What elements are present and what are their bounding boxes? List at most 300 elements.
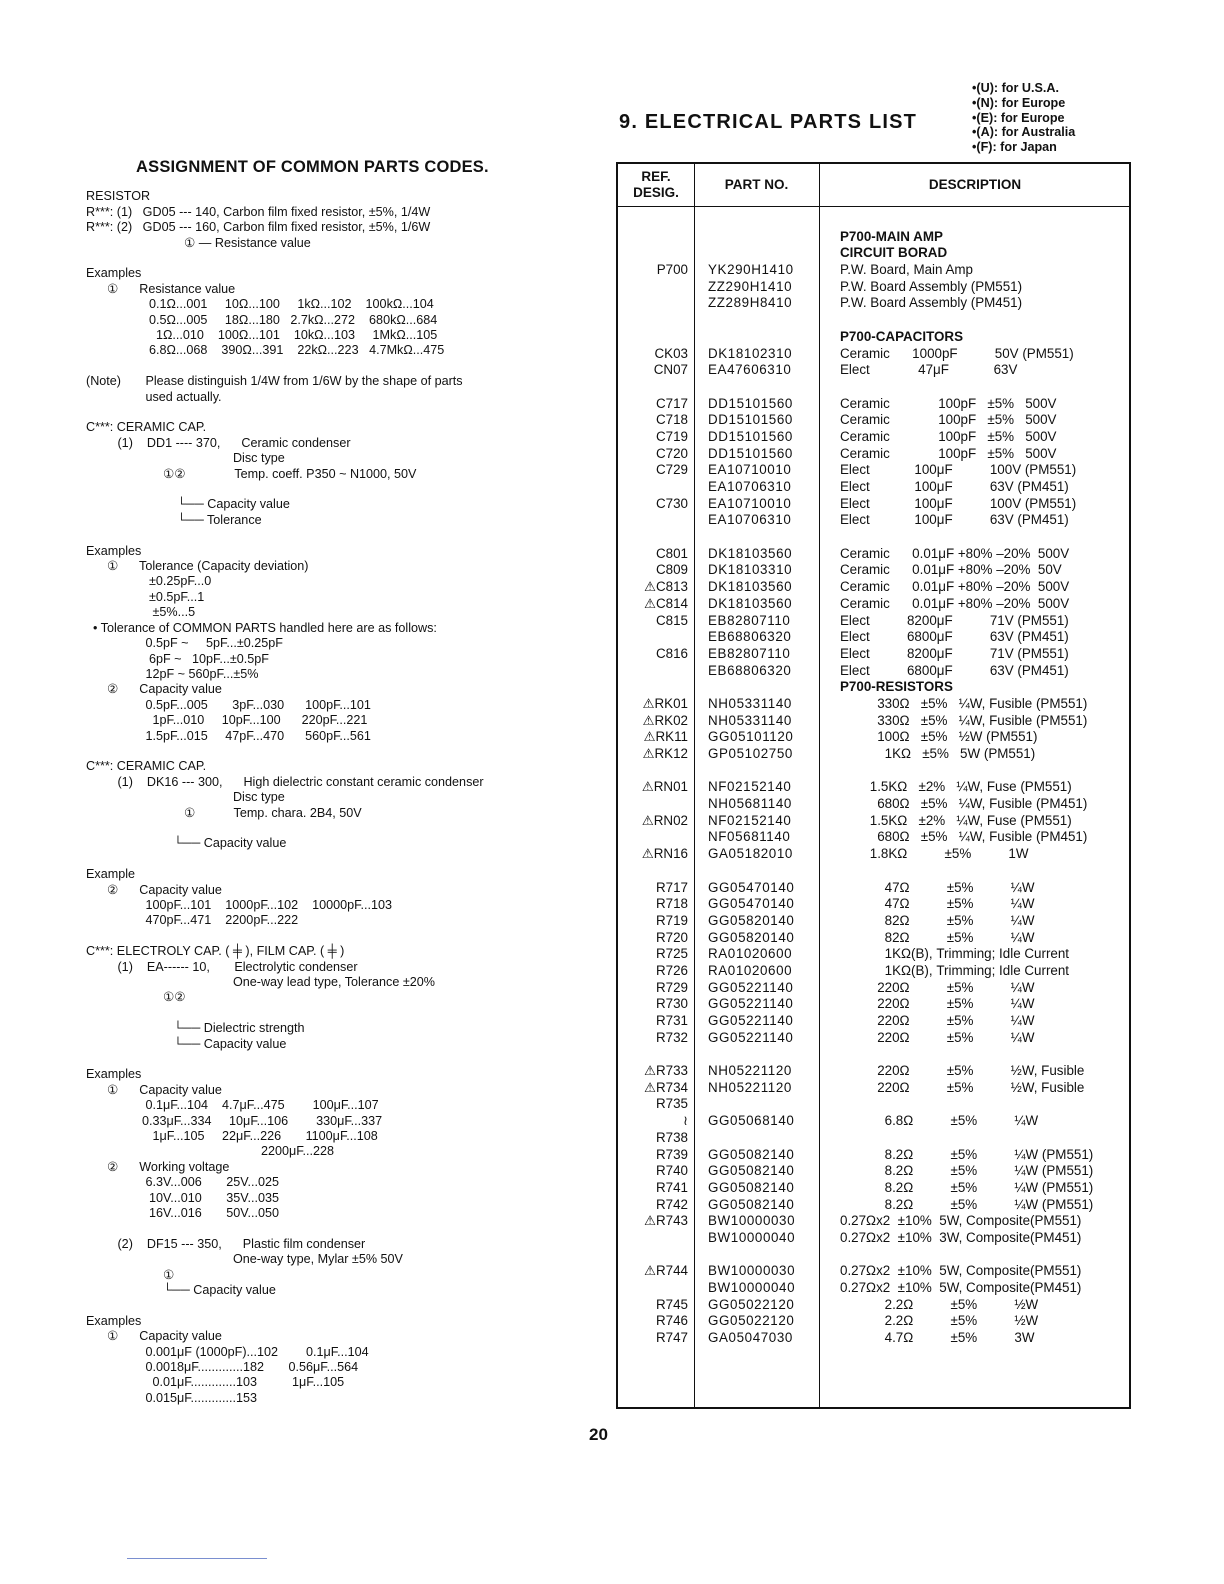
part-number-cell: DK18103560	[708, 595, 793, 611]
ref-cell: R730	[655, 996, 688, 1012]
legend-item: •(A): for Australia	[972, 125, 1076, 140]
part-number-cell: GG05082140	[708, 1163, 795, 1179]
ref-cell	[618, 679, 688, 696]
ref-cell	[618, 379, 688, 396]
description-cell	[840, 312, 1132, 329]
group-heading-cell: P700-MAIN AMP	[840, 228, 943, 244]
ref-cell	[618, 1247, 688, 1264]
code-line	[86, 251, 586, 266]
header-part-no: PART NO.	[724, 177, 789, 192]
ref-cell: R747	[655, 1330, 688, 1346]
ref-cell: C729	[655, 462, 688, 478]
code-line: ①	[86, 1267, 175, 1282]
description-cell: 1.5KΩ ±2% ¼W, Fuse (PM551)	[840, 779, 1072, 795]
code-line: 10V...010 35V...035	[86, 1190, 279, 1205]
header-divider	[618, 206, 1129, 207]
ref-cell: R717	[655, 879, 688, 895]
description-cell: 47Ω ±5% ¼W	[840, 896, 1035, 912]
legend-item: •(F): for Japan	[972, 140, 1057, 155]
part-number-cell	[708, 679, 818, 696]
part-number-cell	[708, 1247, 818, 1264]
code-line: 2200μF...228	[86, 1144, 335, 1159]
code-line: ① Capacity value	[86, 1329, 222, 1344]
code-line: 1Ω...010 100Ω...101 10kΩ...103 1MkΩ...105	[86, 328, 438, 343]
code-line: └── Tolerance	[86, 512, 262, 527]
code-line: C***: CERAMIC CAP.	[86, 759, 207, 774]
part-number-cell: NH05221120	[708, 1079, 792, 1095]
part-number-cell	[708, 863, 818, 880]
part-number-cell: GG05470140	[708, 879, 795, 895]
description-cell: 1.8KΩ ±5% 1W	[840, 846, 1029, 862]
legend-item: •(E): for Europe	[972, 110, 1065, 125]
description-cell: 0.27Ωx2 ±10% 5W, Composite(PM451)	[840, 1280, 1082, 1295]
description-cell: 220Ω ±5% ½W, Fusible	[840, 1079, 1085, 1095]
section-heading: ASSIGNMENT OF COMMON PARTS CODES.	[136, 158, 489, 176]
description-cell: Ceramic 0.01μF +80% –20% 500V	[840, 545, 1070, 561]
ref-cell: ⚠RK11	[643, 729, 688, 745]
code-line: 0.015μF.............153	[86, 1390, 258, 1405]
code-line: ① Temp. chara. 2B4, 50V	[86, 805, 362, 820]
description-cell	[840, 1096, 1132, 1113]
description-cell: Elect 100μF 100V (PM551)	[840, 495, 1077, 511]
description-cell: 8.2Ω ±5% ¼W (PM551)	[840, 1196, 1094, 1212]
ref-cell: C815	[655, 612, 688, 628]
code-line: ① Capacity value	[86, 1082, 222, 1097]
ref-cell: C801	[655, 545, 688, 561]
ref-cell: R729	[655, 979, 688, 995]
code-line: 6pF ~ 10pF...±0.5pF	[86, 651, 269, 666]
part-number-cell	[708, 1130, 818, 1147]
part-number-cell: RA01020600	[708, 962, 793, 978]
code-line: ② Capacity value	[86, 882, 222, 897]
part-number-cell: GP05102750	[708, 746, 793, 761]
description-column	[840, 212, 1132, 1347]
code-line: 0.5pF ~ 5pF...±0.25pF	[86, 636, 283, 651]
code-line	[86, 744, 586, 759]
description-cell: 1KΩ(B), Trimming; Idle Current	[840, 962, 1070, 978]
part-number-cell	[708, 212, 818, 229]
part-number-cell: GG05470140	[708, 896, 795, 912]
ref-cell	[618, 1280, 688, 1297]
ref-cell: C719	[655, 428, 688, 444]
ref-cell: R739	[655, 1146, 688, 1162]
part-number-cell	[708, 379, 818, 396]
ref-cell: R738	[655, 1129, 688, 1145]
part-number-cell	[708, 312, 818, 329]
code-line: Disc type	[86, 790, 285, 805]
description-cell: 8.2Ω ±5% ¼W (PM551)	[840, 1146, 1094, 1162]
code-line: C***: CERAMIC CAP.	[86, 420, 207, 435]
code-line: (Note) Please distinguish 1/4W from 1/6W by the shape of parts	[86, 374, 463, 389]
ref-cell: ⚠RK02	[642, 712, 688, 728]
ref-cell: R745	[655, 1296, 688, 1312]
code-line	[86, 405, 586, 420]
part-number-cell: EA10710010	[708, 495, 792, 511]
ref-cell	[618, 1230, 688, 1247]
part-number-cell: YK290H1410	[708, 262, 794, 278]
description-cell: Elect 100μF 63V (PM451)	[840, 479, 1069, 494]
code-line: ±0.5pF...1	[86, 589, 205, 604]
part-number-cell	[708, 1046, 818, 1063]
part-number-cell: BW10000030	[708, 1263, 796, 1279]
footer-rule	[127, 1558, 267, 1559]
ref-cell: ⚠RN02	[641, 812, 688, 828]
code-line: 6.3V...006 25V...025	[86, 1175, 279, 1190]
code-line	[86, 528, 586, 543]
ref-cell	[618, 479, 688, 496]
ref-cell: ⚠RK12	[642, 746, 688, 761]
code-line: 0.1Ω...001 10Ω...100 1kΩ...102 100kΩ...104	[86, 297, 434, 312]
description-cell: 100Ω ±5% ½W (PM551)	[840, 729, 1038, 745]
code-line	[86, 1221, 586, 1236]
part-number-cell: GG05082140	[708, 1179, 795, 1195]
code-line: ①② Temp. coeff. P350 ~ N1000, 50V	[86, 466, 417, 481]
code-line: (1) EA------ 10, Electrolytic condenser	[86, 959, 358, 974]
description-cell: P.W. Board, Main Amp	[840, 262, 973, 278]
part-number-cell: EA10710010	[708, 462, 792, 478]
description-cell: 680Ω ±5% ¼W, Fusible (PM451)	[840, 796, 1088, 812]
ref-cell	[618, 212, 688, 229]
description-cell: 47Ω ±5% ¼W	[840, 879, 1035, 895]
code-line: R***: (2) GD05 --- 160, Carbon film fixed resistor, ±5%, 1/6W	[86, 220, 431, 235]
ref-cell	[618, 1046, 688, 1063]
code-line	[86, 821, 586, 836]
ref-cell	[618, 279, 688, 296]
ref-cell	[618, 229, 688, 246]
part-number-cell: GG05082140	[708, 1146, 795, 1162]
part-number-cell: EB68806320	[708, 662, 792, 678]
part-number-cell: ZZ289H8410	[708, 295, 793, 311]
ref-cell	[618, 529, 688, 546]
description-cell: 330Ω ±5% ¼W, Fusible (PM551)	[840, 695, 1088, 711]
description-cell	[840, 379, 1132, 396]
part-number-cell: GG05082140	[708, 1196, 795, 1212]
ref-cell: ≀	[682, 1113, 688, 1129]
group-heading-cell: P700-RESISTORS	[840, 679, 953, 695]
description-cell: 220Ω ±5% ¼W	[840, 979, 1035, 995]
description-cell: 680Ω ±5% ¼W, Fusible (PM451)	[840, 829, 1088, 845]
part-number-cell: GG05068140	[708, 1113, 795, 1129]
ref-cell: ⚠RN16	[641, 846, 688, 862]
part-number-cell: DK18103310	[708, 562, 793, 578]
description-cell: 220Ω ±5% ½W, Fusible	[840, 1063, 1085, 1079]
part-number-cell: GG05221140	[708, 996, 794, 1012]
ref-cell	[618, 329, 688, 346]
ref-cell	[618, 663, 688, 680]
description-cell: Ceramic 0.01μF +80% –20% 500V	[840, 579, 1070, 595]
part-number-cell: DK18103560	[708, 545, 793, 561]
ref-cell: R746	[655, 1313, 688, 1329]
ref-cell: ⚠R743	[643, 1213, 688, 1229]
part-number-cell: NH05331140	[708, 695, 792, 711]
part-number-cell: BW10000040	[708, 1229, 796, 1245]
part-number-cell: NF05681140	[708, 829, 791, 845]
ref-cell: R731	[655, 1013, 688, 1028]
description-cell	[840, 1247, 1132, 1264]
description-cell	[840, 763, 1132, 780]
header-description: DESCRIPTION	[928, 177, 1022, 192]
description-cell: 220Ω ±5% ¼W	[840, 996, 1035, 1012]
part-number-cell: GA05047030	[708, 1330, 793, 1346]
description-cell: Ceramic 100pF ±5% 500V	[840, 428, 1057, 444]
part-number-cell: GG05820140	[708, 912, 795, 928]
description-cell	[840, 529, 1132, 546]
ref-cell: R735	[655, 1096, 688, 1112]
description-cell: Ceramic 100pF ±5% 500V	[840, 445, 1057, 461]
code-line	[86, 852, 586, 867]
page-number: 20	[589, 1425, 608, 1444]
column-divider	[694, 164, 695, 1407]
part-number-cell: EB82807110	[708, 645, 791, 661]
description-cell: 82Ω ±5% ¼W	[840, 929, 1035, 945]
code-line	[86, 359, 586, 374]
part-number-cell: GG05022120	[708, 1296, 795, 1312]
part-number-cell: NH05331140	[708, 712, 792, 728]
code-line: Example	[86, 867, 135, 882]
ref-cell: CN07	[653, 362, 688, 378]
ref-cell	[618, 863, 688, 880]
code-line: ② Capacity value	[86, 682, 222, 697]
description-cell	[840, 863, 1132, 880]
part-number-cell: EA47606310	[708, 362, 792, 378]
ref-cell: ⚠R734	[643, 1079, 688, 1095]
code-line: • Tolerance of COMMON PARTS handled here are as follows:	[86, 620, 437, 635]
ref-cell: C720	[655, 445, 688, 461]
description-cell: 1.5KΩ ±2% ¼W, Fuse (PM551)	[840, 812, 1072, 828]
part-number-cell: DD15101560	[708, 395, 793, 411]
part-number-cell	[708, 245, 818, 262]
part-number-cell: ZZ290H1410	[708, 278, 793, 294]
description-cell: 2.2Ω ±5% ½W	[840, 1296, 1039, 1312]
part-number-cell: EA10706310	[708, 479, 792, 494]
description-cell: Ceramic 1000pF 50V (PM551)	[840, 345, 1074, 361]
code-line: Examples	[86, 543, 142, 558]
part-number-cell: EB82807110	[708, 612, 791, 628]
ref-cell: ⚠R744	[643, 1263, 688, 1279]
ref-cell: R741	[655, 1179, 688, 1195]
code-line: (1) DD1 ---- 370, Ceramic condenser	[86, 435, 351, 450]
description-cell: 8.2Ω ±5% ¼W (PM551)	[840, 1163, 1094, 1179]
ref-cell	[618, 312, 688, 329]
ref-cell	[618, 629, 688, 646]
page-title: 9. ELECTRICAL PARTS LIST	[619, 111, 918, 133]
description-cell: 82Ω ±5% ¼W	[840, 912, 1035, 928]
code-line: One-way lead type, Tolerance ±20%	[86, 974, 435, 989]
part-number-cell: BW10000040	[708, 1280, 796, 1295]
codes-lines	[86, 189, 586, 1406]
group-heading-cell: CIRCUIT BORAD	[840, 245, 948, 261]
ref-cell: ⚠RN01	[641, 779, 688, 795]
description-cell	[840, 1130, 1132, 1147]
part-number-cell	[708, 1096, 818, 1113]
ref-cell: ⚠C813	[643, 579, 688, 595]
code-line: 0.33μF...334 10μF...106 330μF...337	[86, 1113, 383, 1128]
ref-cell	[618, 295, 688, 312]
legend-item: •(U): for U.S.A.	[972, 81, 1059, 95]
code-line: ② Working voltage	[86, 1159, 230, 1174]
code-line: ① — Resistance value	[86, 235, 311, 250]
description-cell	[840, 1046, 1132, 1063]
code-line: RESISTOR	[86, 189, 151, 204]
description-cell: 0.27Ωx2 ±10% 5W, Composite(PM551)	[840, 1213, 1082, 1229]
description-cell: Elect 6800μF 63V (PM451)	[840, 629, 1069, 645]
code-line: 12pF ~ 560pF...±5%	[86, 666, 259, 681]
description-cell: 6.8Ω ±5% ¼W	[840, 1113, 1039, 1129]
description-cell: Ceramic 0.01μF +80% –20% 500V	[840, 595, 1070, 611]
parts-table	[616, 162, 1131, 1409]
code-line	[86, 1052, 586, 1067]
code-line: ①②	[86, 990, 186, 1005]
ref-cell	[618, 245, 688, 262]
code-line: 470pF...471 2200pF...222	[86, 913, 299, 928]
code-line: C***: ELECTROLY CAP. ( ╪ ), FILM CAP. ( ╪ )	[86, 944, 345, 959]
description-cell: 0.27Ωx2 ±10% 5W, Composite(PM551)	[840, 1263, 1082, 1279]
part-number-cell: DK18103560	[708, 579, 793, 595]
code-line: 0.01μF.............103 1μF...105	[86, 1375, 345, 1390]
code-line: 1.5pF...015 47pF...470 560pF...561	[86, 728, 371, 743]
ref-cell: R740	[655, 1163, 688, 1179]
description-cell: Elect 100μF 63V (PM451)	[840, 512, 1069, 528]
part-number-cell	[708, 529, 818, 546]
description-cell: P.W. Board Assembly (PM551)	[840, 278, 1023, 294]
description-cell	[840, 212, 1132, 229]
part-number-cell	[708, 763, 818, 780]
code-line: ① Tolerance (Capacity deviation)	[86, 559, 309, 574]
part-number-cell: NH05681140	[708, 796, 792, 812]
part-number-cell: EB68806320	[708, 629, 792, 645]
ref-cell: R726	[655, 962, 688, 978]
ref-cell: C809	[655, 562, 688, 578]
ref-cell: C717	[655, 395, 688, 411]
part-number-cell: GA05182010	[708, 846, 793, 862]
code-line: 0.1μF...104 4.7μF...475 100μF...107	[86, 1098, 379, 1113]
header-ref: REF. DESIG.	[633, 169, 679, 200]
description-cell: 1KΩ(B), Trimming; Idle Current	[840, 946, 1070, 962]
code-line: used actually.	[86, 389, 222, 404]
code-line	[86, 1298, 586, 1313]
code-line: 0.0018μF.............182 0.56μF...564	[86, 1360, 359, 1375]
ref-cell: C730	[655, 495, 688, 511]
description-cell: 8.2Ω ±5% ¼W (PM551)	[840, 1179, 1094, 1195]
ref-cell: R725	[655, 946, 688, 962]
ref-cell: ⚠RK01	[642, 695, 688, 711]
ref-cell: R718	[655, 896, 688, 912]
description-cell: Ceramic 0.01μF +80% –20% 50V	[840, 562, 1062, 578]
part-number-cell: GG05221140	[708, 979, 794, 995]
description-cell: Ceramic 100pF ±5% 500V	[840, 395, 1057, 411]
ref-cell: R719	[655, 912, 688, 928]
region-legend	[972, 81, 1075, 155]
description-cell: 1KΩ ±5% 5W (PM551)	[840, 746, 1036, 761]
code-line: └── Capacity value	[86, 497, 290, 512]
part-number-cell: GG05820140	[708, 929, 795, 945]
code-line: Disc type	[86, 451, 285, 466]
ref-cell	[618, 796, 688, 813]
code-line: └── Capacity value	[86, 836, 287, 851]
part-number-cell: GG05022120	[708, 1313, 795, 1329]
code-line: R***: (1) GD05 --- 140, Carbon film fixed resistor, ±5%, 1/4W	[86, 204, 431, 219]
description-cell: Ceramic 100pF ±5% 500V	[840, 412, 1057, 428]
ref-cell: ⚠C814	[643, 595, 688, 611]
ref-cell: C718	[655, 412, 688, 428]
part-number-cell	[708, 329, 818, 346]
group-heading-cell: P700-CAPACITORS	[840, 328, 964, 344]
part-number-cell: EA10706310	[708, 512, 792, 528]
code-line: Examples	[86, 1313, 142, 1328]
code-line	[86, 929, 586, 944]
common-parts-codes-section	[86, 160, 586, 1406]
code-line: 6.8Ω...068 390Ω...391 22kΩ...223 4.7MkΩ...475	[86, 343, 445, 358]
description-cell: Elect 8200μF 71V (PM551)	[840, 645, 1069, 661]
ref-cell	[618, 512, 688, 529]
code-line: 0.001μF (1000pF)...102 0.1μF...104	[86, 1344, 369, 1359]
ref-cell	[618, 763, 688, 780]
code-line: 100pF...101 1000pF...102 10000pF...103	[86, 897, 392, 912]
code-line: └── Capacity value	[86, 1283, 276, 1298]
part-number-cell: DD15101560	[708, 445, 793, 461]
description-cell: 220Ω ±5% ¼W	[840, 1029, 1035, 1045]
part-number-cell: BW10000030	[708, 1213, 796, 1229]
description-cell: 330Ω ±5% ¼W, Fusible (PM551)	[840, 712, 1088, 728]
code-line	[86, 482, 586, 497]
part-number-cell	[708, 229, 818, 246]
part-number-cell: NF02152140	[708, 812, 792, 828]
description-cell: Elect 6800μF 63V (PM451)	[840, 662, 1069, 678]
part-number-cell: GG05221140	[708, 1013, 794, 1028]
part-number-cell: NF02152140	[708, 779, 792, 795]
code-line: Examples	[86, 1067, 142, 1082]
description-cell: Elect 100μF 100V (PM551)	[840, 462, 1077, 478]
code-line: 16V...016 50V...050	[86, 1206, 279, 1221]
code-line: 0.5pF...005 3pF...030 100pF...101	[86, 697, 371, 712]
description-cell: Elect 8200μF 71V (PM551)	[840, 612, 1069, 628]
code-line: ±5%...5	[86, 605, 196, 620]
code-line: (1) DK16 --- 300, High dielectric constant ceramic condenser	[86, 774, 484, 789]
ref-cell: C816	[655, 645, 688, 661]
part-number-cell: RA01020600	[708, 946, 793, 962]
ref-cell: P700	[656, 262, 688, 278]
part-number-cell: DD15101560	[708, 412, 793, 428]
description-cell: 4.7Ω ±5% 3W	[840, 1330, 1035, 1346]
code-line: 0.5Ω...005 18Ω...180 2.7kΩ...272 680kΩ...684	[86, 312, 438, 327]
ref-cell: R720	[655, 929, 688, 945]
description-cell: 0.27Ωx2 ±10% 3W, Composite(PM451)	[840, 1229, 1082, 1245]
code-line: └── Capacity value	[86, 1036, 287, 1051]
part-number-cell: GG05101120	[708, 729, 794, 745]
ref-cell: R742	[655, 1196, 688, 1212]
description-cell: P.W. Board Assembly (PM451)	[840, 295, 1023, 311]
ref-cell: CK03	[654, 345, 688, 361]
ref-cell: ⚠R733	[643, 1063, 688, 1079]
code-line	[86, 1006, 586, 1021]
code-line: (2) DF15 --- 350, Plastic film condenser	[86, 1236, 366, 1251]
code-line: 1pF...010 10pF...100 220pF...221	[86, 713, 368, 728]
part-number-cell: DD15101560	[708, 428, 793, 444]
legend-item: •(N): for Europe	[972, 95, 1066, 110]
part-column	[708, 212, 818, 1347]
part-number-cell: NH05221120	[708, 1063, 792, 1079]
ref-cell: R732	[655, 1029, 688, 1045]
code-line: Examples	[86, 266, 142, 281]
ref-cell	[618, 829, 688, 846]
code-line: ① Resistance value	[86, 281, 236, 296]
ref-column	[618, 212, 688, 1347]
code-line: ±0.25pF...0	[86, 574, 212, 589]
code-line: 1μF...105 22μF...226 1100μF...108	[86, 1129, 378, 1144]
part-number-cell: DK18102310	[708, 345, 793, 361]
description-cell: Elect 47μF 63V	[840, 362, 1018, 378]
description-cell: 2.2Ω ±5% ½W	[840, 1313, 1039, 1329]
